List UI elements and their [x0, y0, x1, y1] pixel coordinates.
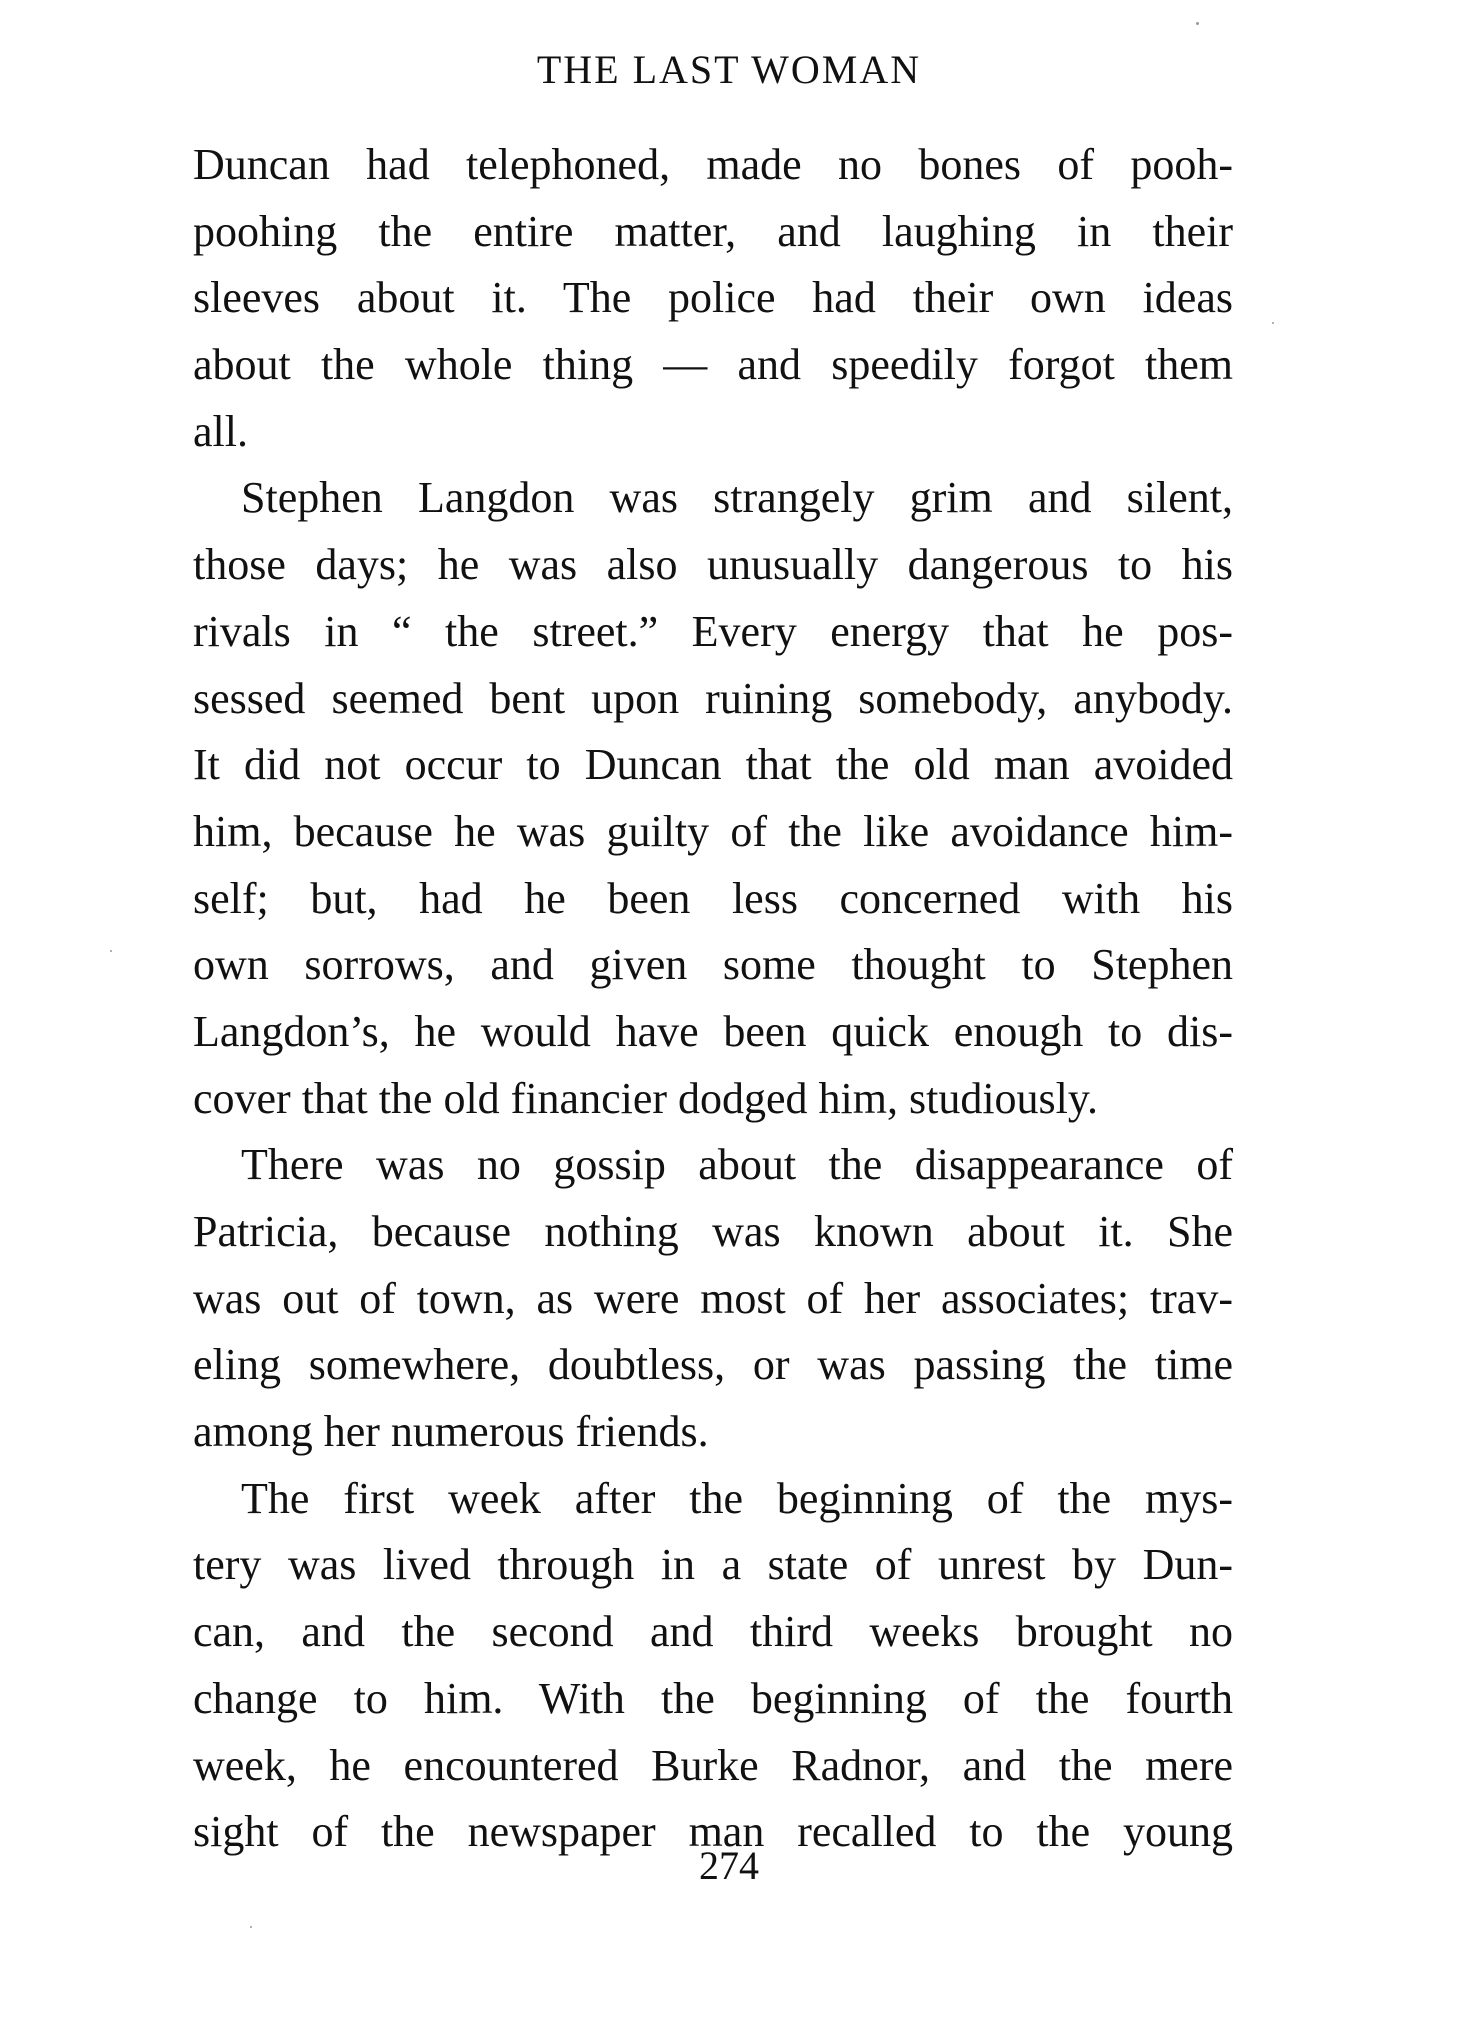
text-line: all. — [193, 406, 248, 456]
scan-speck — [110, 950, 112, 952]
text-line: was out of town, as were most of her associates; trav- — [193, 1273, 1233, 1323]
text-line: self; but, had he been less concerned with his — [193, 873, 1233, 923]
text-line: Duncan had telephoned, made no bones of pooh- — [193, 140, 1233, 189]
text-line: poohing the entire matter, and laughing in their — [193, 206, 1233, 256]
text-line: eling somewhere, doubtless, or was passing the time — [193, 1340, 1233, 1390]
text-line: him, because he was guilty of the like avoidance him- — [193, 806, 1233, 856]
text-line: Langdon’s, he would have been quick enough to dis- — [193, 1006, 1233, 1056]
text-line: week, he encountered Burke Radnor, and the mere — [193, 1740, 1233, 1790]
text-line: change to him. With the beginning of the fourth — [193, 1673, 1233, 1723]
text-line: It did not occur to Duncan that the old man avoided — [193, 740, 1233, 790]
page-number: 274 — [699, 1843, 759, 1888]
text-line: can, and the second and third weeks brought no — [193, 1607, 1233, 1657]
text-line: Stephen Langdon was strangely grim and silent, — [241, 473, 1233, 523]
scan-speck — [1272, 322, 1274, 324]
text-line: those days; he was also unusually dangerous to his — [193, 540, 1233, 590]
text-line: sleeves about it. The police had their own ideas — [193, 273, 1233, 323]
running-head: THE LAST WOMAN — [536, 47, 922, 92]
text-line: among her numerous friends. — [193, 1407, 709, 1457]
body-text — [193, 132, 1233, 1866]
text-line: sight of the newspaper man recalled to the young — [193, 1807, 1233, 1857]
scan-speck — [250, 1926, 252, 1928]
text-line: The first week after the beginning of the mys- — [241, 1473, 1233, 1523]
text-line: own sorrows, and given some thought to Stephen — [193, 940, 1233, 990]
scan-speck — [1196, 22, 1199, 25]
text-line: cover that the old financier dodged him, studiously. — [193, 1073, 1099, 1123]
text-line: sessed seemed bent upon ruining somebody, anybody. — [193, 673, 1233, 723]
text-line: There was no gossip about the disappearance of — [241, 1140, 1233, 1190]
text-line: about the whole thing — and speedily forgot them — [193, 340, 1233, 390]
text-line: Patricia, because nothing was known about it. She — [193, 1207, 1233, 1256]
text-line: tery was lived through in a state of unrest by Dun- — [193, 1540, 1233, 1590]
text-line: rivals in “ the street.” Every energy that he pos- — [193, 606, 1233, 656]
